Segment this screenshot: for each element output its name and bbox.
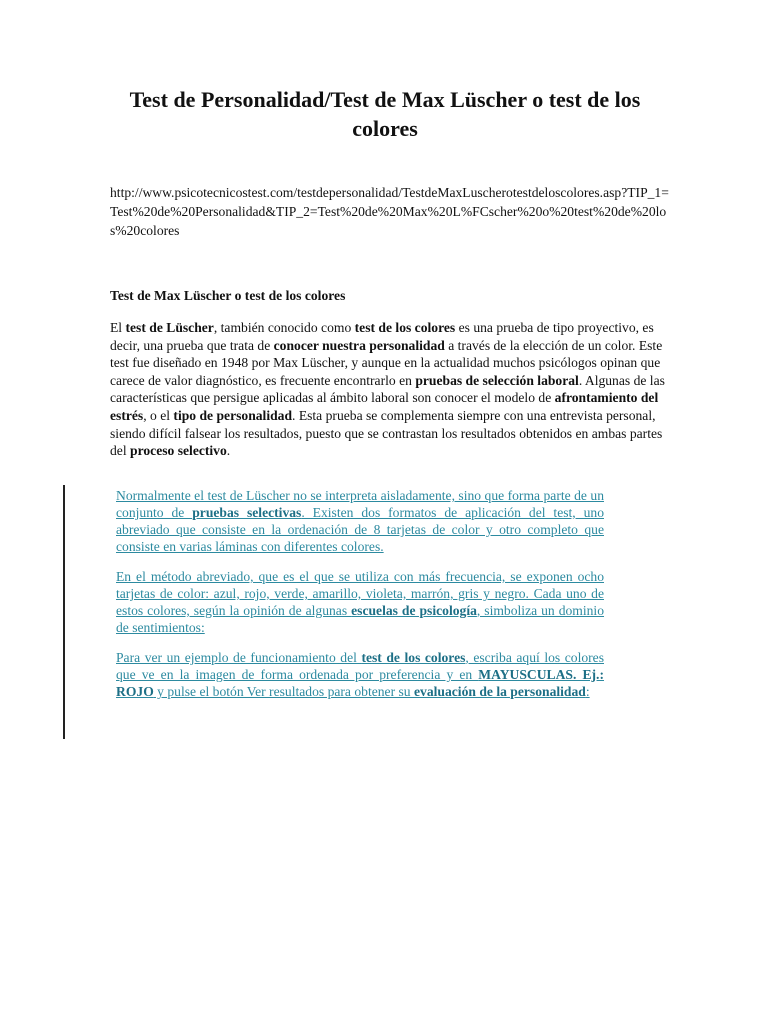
quote-paragraph-2[interactable] (116, 568, 604, 636)
quote3-text-4: : (585, 684, 590, 699)
intro-bold-1: test de Lüscher (125, 320, 214, 335)
intro-bold-6: tipo de personalidad (173, 407, 293, 423)
quote-paragraph-3[interactable] (116, 649, 604, 700)
intro-bold-3: conocer nuestra personalidad (273, 337, 445, 353)
quoted-block (116, 487, 604, 713)
quote1-text-1: Normalmente el test de Lüscher no se interpreta aisladamente, sino que forma parte de un conjunto de (116, 488, 604, 520)
intro-text-3: es una prueba de tipo proyectivo, es decir, una prueba que trata de (110, 320, 654, 353)
page-title: Test de Personalidad/Test de Max Lüscher o test de los colores (129, 87, 641, 141)
intro-text-4: a través de la elección de un color. Este test fue diseñado en 1948 por Max Lüscher, y aunque en la actualidad muchos psicólogos opinan que carece de valor diagnóstico, es frecuente encontrarlo en (110, 337, 663, 388)
quote2-bold-1: escuelas de psicología (351, 603, 477, 618)
quote3-text-3: y pulse el botón Ver resultados para obtener su (153, 684, 414, 699)
intro-bold-4: pruebas de selección laboral (415, 372, 579, 388)
quote1-text-2: . Existen dos formatos de aplicación del test, uno abreviado que consiste en la ordenación de 8 tarjetas de color y otro completo que consiste en varias láminas con diferentes colores. (116, 505, 604, 554)
source-url: http://www.psicotecnicostest.com/testdepersonalidad/TestdeMaxLuscherotestdeloscolores.asp?TIP_1=Test%20de%20Personalidad&TIP_2=Test%20de%20Max%20L%FCscher%20o%20test%20de%20los%20colores (110, 185, 669, 238)
quote2-text-2: , simboliza un dominio de sentimientos: (116, 603, 605, 635)
intro-text-7: . Esta prueba se complementa siempre con una entrevista personal, siendo difícil falsear los resultados, puesto que se contrastan los resultados obtenidos en ambas partes del (110, 407, 663, 459)
revision-bar (63, 485, 65, 739)
intro-bold-5: afrontamiento del estrés (110, 390, 659, 423)
intro-bold-2: test de los colores (354, 320, 456, 335)
intro-text-8: . (226, 443, 231, 459)
quote3-bold-3: evaluación de la personalidad (414, 684, 586, 699)
intro-text-6: , o el (143, 407, 174, 423)
quote3-text-1: Para ver un ejemplo de funcionamiento del (116, 650, 362, 665)
section-heading: Test de Max Lüscher o test de los colores (110, 288, 346, 303)
intro-text-5: . Algunas de las características que persigue aplicadas al ámbito laboral son conocer el modelo de (110, 372, 665, 406)
quote3-text-2: , escriba aquí los colores que ve en la imagen de forma ordenada por preferencia y en (116, 650, 604, 682)
quote1-bold-1: pruebas selectivas (192, 505, 302, 520)
intro-bold-7: proceso selectivo (130, 443, 227, 459)
intro-text-1: El (110, 320, 126, 335)
quote-paragraph-1[interactable] (116, 487, 604, 555)
quote3-bold-1: test de los colores (361, 650, 466, 665)
intro-paragraph (110, 319, 670, 460)
intro-text-2: , también conocido como (213, 320, 355, 335)
quote2-text-1: En el método abreviado, que es el que se utiliza con más frecuencia, se exponen ocho tarjetas de color: azul, rojo, verde, amarillo, violeta, marrón, gris y negro. Cada uno de estos colores, según la opinión de algunas (116, 569, 604, 618)
quote3-bold-2: MAYUSCULAS. Ej.: ROJO (116, 667, 604, 699)
